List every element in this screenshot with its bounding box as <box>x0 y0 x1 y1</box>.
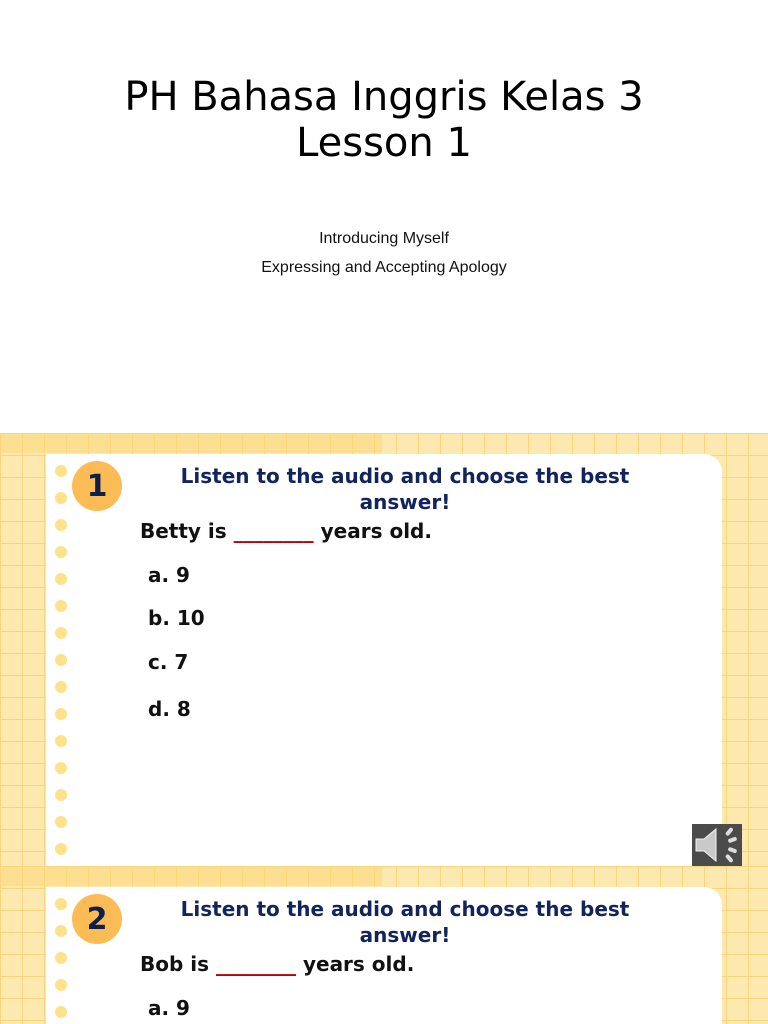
option-c[interactable]: c. 7 <box>148 650 189 674</box>
question-end: years old. <box>296 952 415 976</box>
subtitle-2: Expressing and Accepting Apology <box>261 259 507 276</box>
question-end: years old. <box>313 519 432 543</box>
page-title <box>0 74 768 166</box>
option-a[interactable]: a. 9 <box>148 996 190 1020</box>
speaker-icon[interactable] <box>692 824 742 866</box>
question-number-badge: 2 <box>72 894 122 944</box>
notebook-dot <box>55 519 67 531</box>
notebook-dot <box>55 465 67 477</box>
answer-blank: ________ <box>233 519 314 543</box>
notebook-dot <box>55 654 67 666</box>
option-a[interactable]: a. 9 <box>148 563 190 587</box>
notebook-dot <box>55 979 67 991</box>
instruction-line-2: answer! <box>359 923 451 947</box>
option-b[interactable]: b. 10 <box>148 606 205 630</box>
instruction-line-2: answer! <box>359 490 451 514</box>
answer-blank: ________ <box>216 952 296 976</box>
notebook-dot <box>55 708 67 720</box>
instruction-line-1: Listen to the audio and choose the best <box>180 464 630 488</box>
subtitle-1: Introducing Myself <box>319 230 449 247</box>
question-text <box>140 519 432 543</box>
instruction-text <box>150 463 660 515</box>
title-slide <box>0 0 768 433</box>
instruction-text <box>150 896 660 948</box>
question-start: Betty is <box>140 519 234 543</box>
notebook-dot <box>55 789 67 801</box>
notebook-dot <box>55 546 67 558</box>
notebook-dot <box>55 681 67 693</box>
title-line-1: PH Bahasa Inggris Kelas 3 <box>124 74 644 120</box>
notebook-dot <box>55 492 67 504</box>
title-line-2: Lesson 1 <box>296 120 472 166</box>
question-number-badge: 1 <box>72 461 122 511</box>
notebook-dot <box>55 952 67 964</box>
notebook-dot <box>55 1006 67 1018</box>
notebook-dot <box>55 735 67 747</box>
notebook-dot <box>55 898 67 910</box>
notebook-dot <box>55 600 67 612</box>
notebook-dot <box>55 925 67 937</box>
question-start: Bob is <box>140 952 216 976</box>
notebook-dot <box>55 573 67 585</box>
question-text <box>140 952 414 976</box>
notebook-dot <box>55 762 67 774</box>
notebook-dot <box>55 816 67 828</box>
option-d[interactable]: d. 8 <box>148 697 191 721</box>
notebook-dot <box>55 627 67 639</box>
instruction-line-1: Listen to the audio and choose the best <box>180 897 630 921</box>
quiz-slide-2 <box>0 866 768 1024</box>
quiz-slide-1 <box>0 433 768 866</box>
notebook-dot <box>55 843 67 855</box>
